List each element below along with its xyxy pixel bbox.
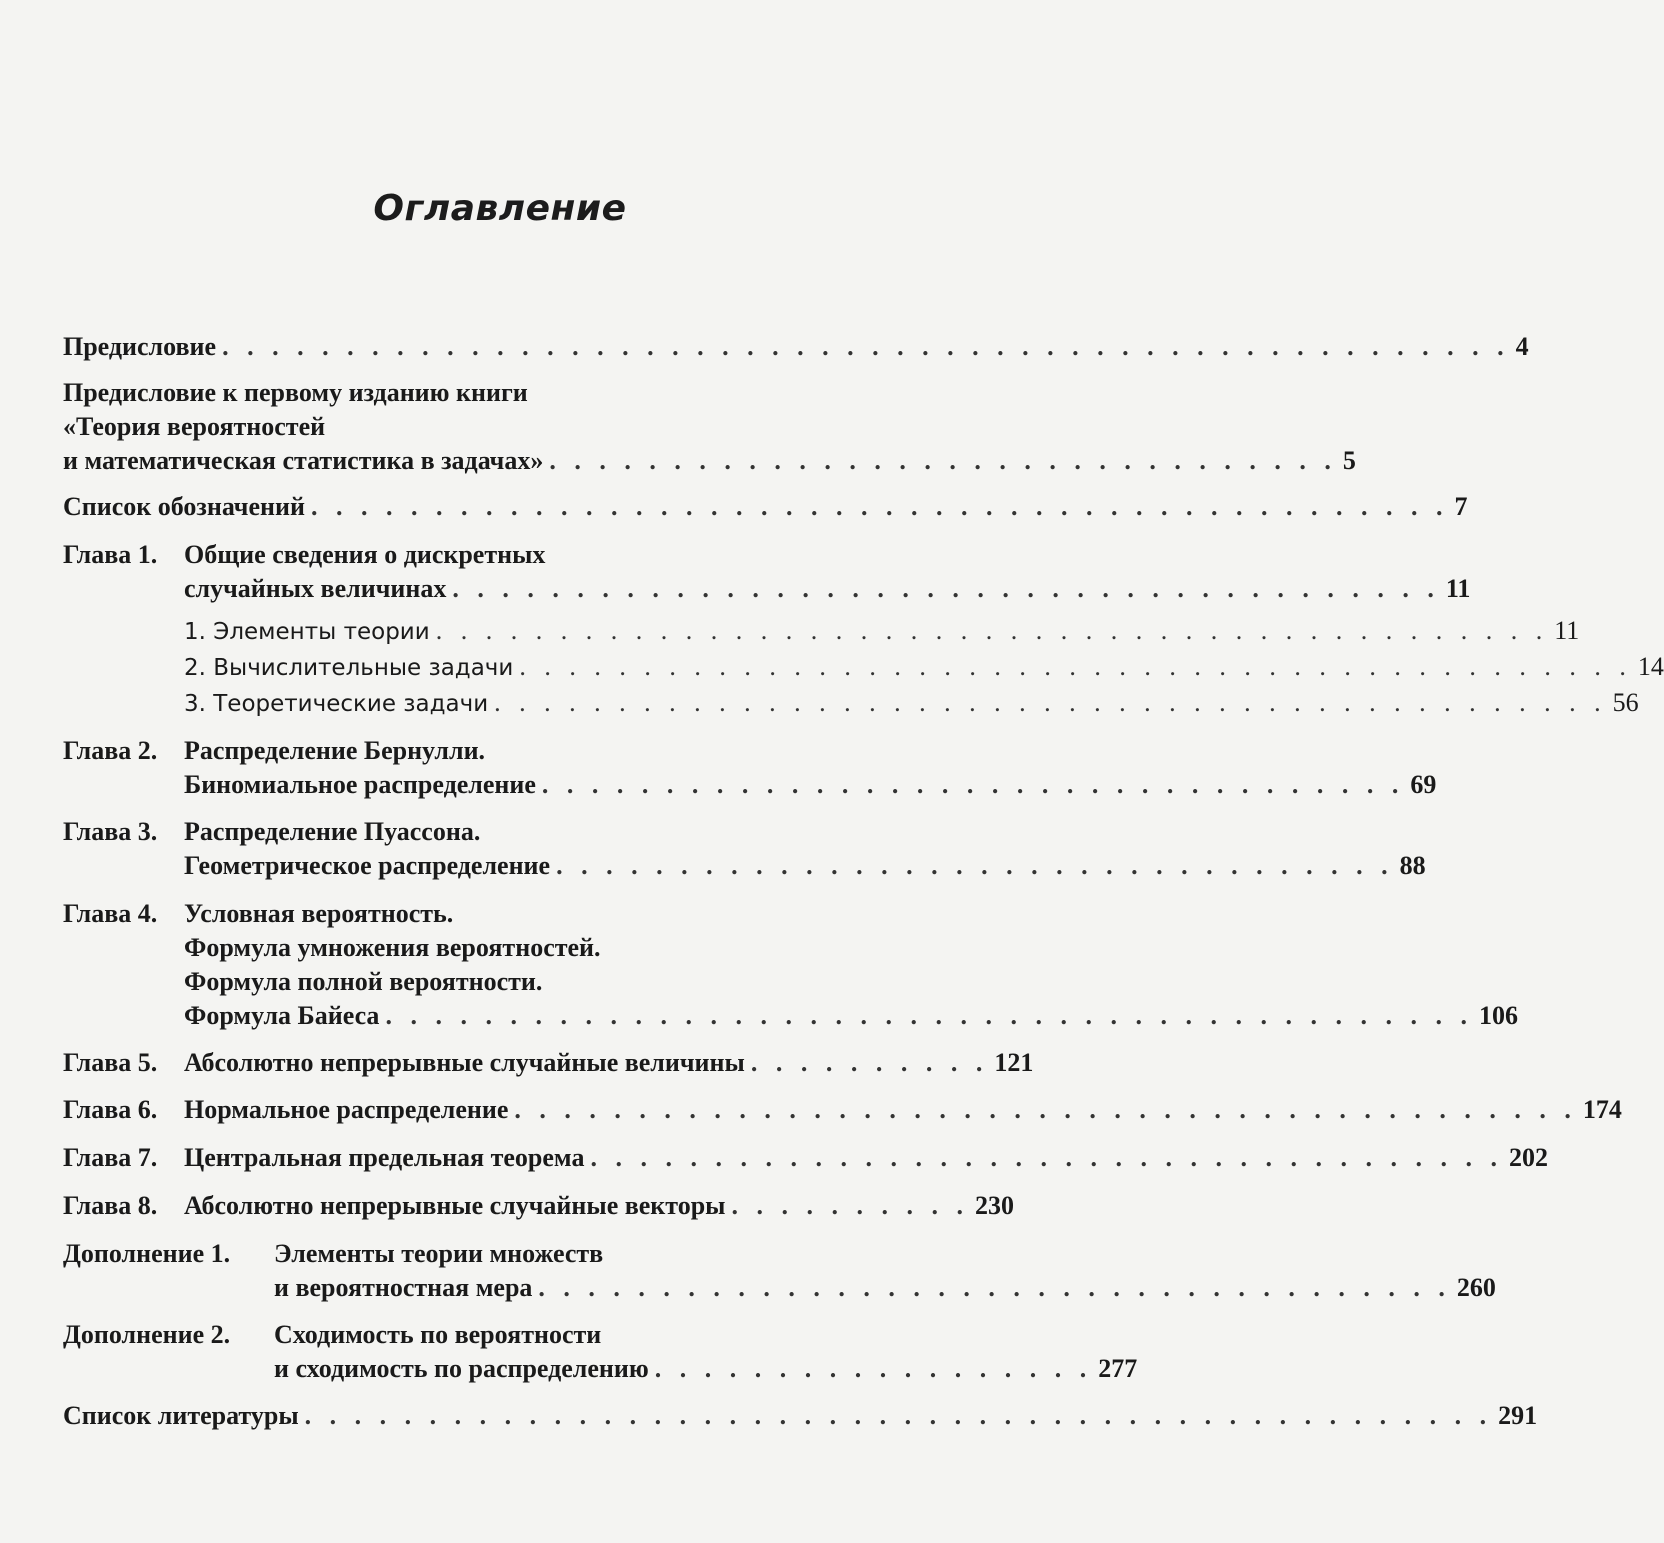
chapter-label: Глава 7. (63, 1143, 158, 1172)
toc-entry-label: Центральная предельная теорема (184, 1143, 585, 1172)
toc-entry-ch4[interactable] (184, 999, 1518, 1033)
chapter-label: Глава 4. (63, 899, 158, 928)
leader-dots: . . . . . . . . . . . . . . . . . . . . . . . . . . . . . . . . . . . . . . . . . . . . . . (310, 492, 1449, 521)
toc-page-number: 121 (994, 1048, 1034, 1077)
toc-entry-label: Абсолютно непрерывные случайные векторы (184, 1191, 726, 1220)
toc-entry-preface-first-line1[interactable]: Предисловие к первому изданию книги (63, 378, 528, 407)
toc-page-number: 174 (1582, 1095, 1622, 1124)
chapter-label: Глава 3. (63, 817, 158, 846)
leader-dots: . . . . . . . . . . . . . . . . . . . . . . . . . . . . . . . . . . (556, 851, 1394, 880)
chapter-label: Глава 8. (63, 1191, 158, 1220)
toc-page-number: 88 (1399, 851, 1426, 880)
toc-page-number: 277 (1098, 1354, 1138, 1383)
toc-entry-preface-first[interactable] (63, 444, 1356, 478)
toc-page-number: 106 (1478, 1001, 1518, 1030)
toc-page-number: 291 (1498, 1401, 1538, 1430)
toc-entry-references[interactable] (63, 1399, 1538, 1433)
toc-entry-label: Геометрическое распределение (184, 851, 551, 880)
appendix-label: Дополнение 2. (63, 1320, 231, 1349)
toc-entry-label: и сходимость по распределению (274, 1354, 649, 1383)
leader-dots: . . . . . . . . . . . . . . . . . . . . . . . . . . . . . . . . . . . . . . . . . . . . . . . . (304, 1401, 1493, 1430)
toc-page-number: 11 (1445, 574, 1471, 603)
toc-page-number: 56 (1612, 688, 1639, 717)
toc-entry-ch4-line2[interactable]: Формула умножения вероятностей. (184, 933, 601, 962)
toc-entry-ch8[interactable] (184, 1189, 1014, 1223)
toc-entry-app2[interactable] (274, 1352, 1138, 1386)
toc-entry-label: Нормальное распределение (184, 1095, 509, 1124)
leader-dots: . . . . . . . . . . (731, 1191, 969, 1220)
toc-entry-label: Биномиальное распределение (184, 770, 536, 799)
toc-entry-ch5[interactable] (184, 1046, 1034, 1080)
toc-entry-label: Абсолютно непрерывные случайные величины (184, 1048, 745, 1077)
toc-entry-ch1[interactable] (184, 572, 1471, 606)
leader-dots: . . . . . . . . . . (750, 1048, 989, 1077)
leader-dots: . . . . . . . . . . . . . . . . . . . . . . . . . . . . . . . . . . . (541, 770, 1405, 799)
chapter-label: Глава 5. (63, 1048, 158, 1077)
leader-dots: . . . . . . . . . . . . . . . . . . . . . . . . . . . . . . . . . . . . . . . . . . . . . (494, 688, 1607, 717)
toc-entry-ch2[interactable] (184, 768, 1437, 802)
toc-page-number: 5 (1342, 446, 1356, 475)
chapter-label: Глава 1. (63, 540, 158, 569)
toc-entry-app1[interactable] (274, 1271, 1496, 1305)
toc-entry-label: Список обозначений (63, 492, 305, 521)
toc-page-number: 14 (1637, 652, 1664, 681)
toc-section-1-1[interactable] (184, 614, 1580, 649)
toc-entry-ch4-line1[interactable]: Условная вероятность. (184, 899, 454, 928)
toc-entry-label: и математическая статистика в задачах» (63, 446, 544, 475)
chapter-label: Глава 2. (63, 736, 158, 765)
leader-dots: . . . . . . . . . . . . . . . . . . . . . . . . . . . . . . . . . . . . . . . . . . . . (385, 1001, 1473, 1030)
toc-entry-notation[interactable] (63, 490, 1468, 524)
toc-entry-label: и вероятностная мера (274, 1273, 533, 1302)
toc-entry-ch7[interactable] (184, 1141, 1548, 1175)
leader-dots: . . . . . . . . . . . . . . . . . . . . . . . . . . . . . . . . . . . . . . . . (452, 574, 1440, 603)
leader-dots: . . . . . . . . . . . . . . . . . . . . . . . . . . . . . . . . . . . . . (538, 1273, 1451, 1302)
leader-dots: . . . . . . . . . . . . . . . . . . . . . . . . . . . . . . . . (549, 446, 1337, 475)
toc-section-label: 3. Теоретические задачи (184, 691, 489, 717)
leader-dots: . . . . . . . . . . . . . . . . . . . . . . . . . . . . . . . . . . . . . . . . . . . (514, 1095, 1577, 1124)
toc-entry-label: случайных величинах (184, 574, 447, 603)
toc-page-number: 69 (1410, 770, 1437, 799)
toc-entry-ch6[interactable] (184, 1093, 1622, 1127)
page-title: Оглавление (373, 188, 627, 229)
toc-section-label: 2. Вычислительные задачи (184, 655, 514, 681)
toc-entry-ch3[interactable] (184, 849, 1426, 883)
toc-section-1-3[interactable] (184, 686, 1639, 721)
toc-entry-app1-line1[interactable]: Элементы теории множеств (274, 1239, 604, 1268)
chapter-label: Глава 6. (63, 1095, 158, 1124)
toc-entry-ch2-line1[interactable]: Распределение Бернулли. (184, 736, 486, 765)
toc-section-label: 1. Элементы теории (184, 619, 430, 645)
leader-dots: . . . . . . . . . . . . . . . . . . (654, 1354, 1093, 1383)
toc-page-number: 4 (1515, 332, 1529, 361)
toc-entry-app2-line1[interactable]: Сходимость по вероятности (274, 1320, 602, 1349)
toc-section-1-2[interactable] (184, 650, 1664, 685)
leader-dots: . . . . . . . . . . . . . . . . . . . . . . . . . . . . . . . . . . . . . (590, 1143, 1503, 1172)
toc-entry-preface[interactable] (63, 330, 1529, 364)
toc-entry-label: Список литературы (63, 1401, 299, 1430)
toc-entry-ch1-line1[interactable]: Общие сведения о дискретных (184, 540, 546, 569)
toc-page-number: 7 (1454, 492, 1468, 521)
leader-dots: . . . . . . . . . . . . . . . . . . . . . . . . . . . . . . . . . . . . . . . . . . . . . (519, 652, 1632, 681)
toc-page-number: 230 (974, 1191, 1014, 1220)
toc-entry-preface-first-line2[interactable]: «Теория вероятностей (63, 412, 326, 441)
toc-entry-label: Формула Байеса (184, 1001, 380, 1030)
toc-entry-ch3-line1[interactable]: Распределение Пуассона. (184, 817, 481, 846)
toc-page-number: 260 (1456, 1273, 1496, 1302)
leader-dots: . . . . . . . . . . . . . . . . . . . . . . . . . . . . . . . . . . . . . . . . . . . . . . . . . . . . (222, 332, 1510, 361)
toc-page-number: 11 (1554, 616, 1580, 645)
leader-dots: . . . . . . . . . . . . . . . . . . . . . . . . . . . . . . . . . . . . . . . . . . . . . (435, 616, 1549, 645)
toc-page-number: 202 (1508, 1143, 1548, 1172)
appendix-label: Дополнение 1. (63, 1239, 231, 1268)
toc-entry-ch4-line3[interactable]: Формула полной вероятности. (184, 967, 543, 996)
toc-entry-label: Предисловие (63, 332, 217, 361)
